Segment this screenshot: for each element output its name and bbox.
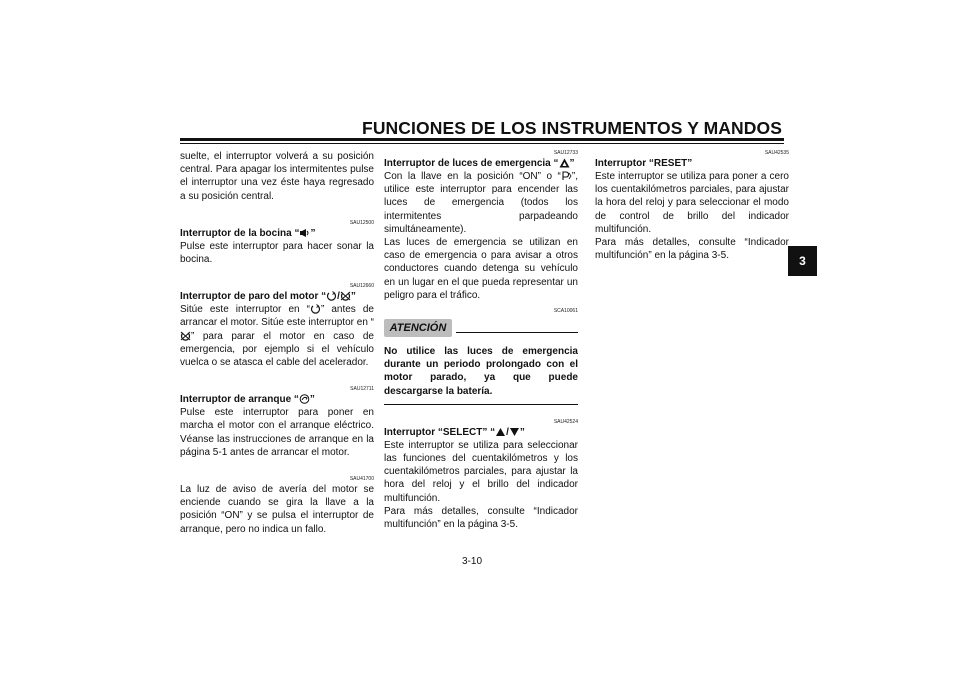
section-code: SAU41700	[349, 476, 374, 483]
page-title: FUNCIONES DE LOS INSTRUMENTOS Y MANDOS	[362, 118, 782, 138]
engine-stop-icon	[340, 291, 351, 301]
page-number: 3-10	[462, 556, 483, 567]
reset-switch-reference: Para más detalles, consulte “Indicador multifunción” en la página 3-5.	[595, 237, 789, 262]
start-switch-heading: Interruptor de arranque “ ”	[180, 394, 315, 406]
caution-end-rule	[384, 404, 578, 405]
section-code: SAU12711	[350, 386, 374, 393]
section-code: SAU42535	[764, 150, 789, 156]
hazard-usage-text: Las luces de emergencia se utilizan en caso de emergencia o para avisar a otros conductores cuando detenga su vehículo en un lugar en el que pueda representar un peligro para el tráfico.	[384, 237, 578, 301]
reset-switch-text: Este interruptor se utiliza para poner a cero los cuentakilómetros parciales, para ajustar la hora del reloj y para seleccionar el modo de control de brillo del indicador multifunción.	[595, 171, 789, 235]
up-triangle-icon	[495, 427, 506, 437]
reset-switch-heading: Interruptor “RESET”	[595, 158, 693, 169]
header-rule-thin	[180, 143, 784, 144]
header-rule-thick	[180, 138, 784, 141]
down-triangle-icon	[509, 427, 520, 437]
hazard-switch-text: Con la llave en la posición “ON” o “ ”, utilice este interruptor para encender las luces de emergencia (todos los intermitentes parpadeando simultáneamente).	[384, 171, 578, 235]
engine-run-icon	[310, 304, 321, 314]
select-switch-reference: Para más detalles, consulte “Indicador multifunción” en la página 3-5.	[384, 505, 578, 531]
caution-header	[384, 317, 578, 339]
column-2	[384, 150, 578, 531]
engine-stop-switch-text: Sitúe este interruptor en “ ” antes de arrancar el motor. Sitúe este interruptor en “ ” para parar el motor en caso de emergencia, por ejemplo si el vehículo vuelca o se atasca el cable del acelerador.	[180, 304, 374, 369]
chapter-tab: 3	[788, 246, 817, 276]
start-switch-text: Pulse este interruptor para poner en marcha el motor con el arranque eléctrico. Véanse las instrucciones de arranque en la página 5-1 antes de arrancar el motor.	[180, 407, 374, 458]
engine-stop-switch-heading: Interruptor de paro del motor “ / ”	[180, 291, 356, 303]
caution-text: No utilice las luces de emergencia durante un periodo prolongado con el motor parado, ya que puede descargarse la batería.	[384, 346, 578, 397]
column-3	[595, 150, 789, 262]
hazard-triangle-icon	[559, 158, 570, 168]
select-switch-heading: Interruptor “SELECT” “ / ”	[384, 426, 525, 438]
section-code: SAU12500	[349, 219, 374, 226]
section-code: SAU42524	[553, 418, 578, 425]
intro-paragraph: suelte, el interruptor volverá a su posición central. Para apagar los intermitentes pulse el interruptor una vez éste haya regresado a su posición central.	[180, 151, 374, 202]
hazard-switch-heading: Interruptor de luces de emergencia “ ”	[384, 158, 575, 169]
parking-icon	[561, 171, 572, 181]
horn-switch-heading: Interruptor de la bocina “ ”	[180, 227, 316, 239]
engine-stop-icon	[180, 331, 191, 341]
select-switch-text: Este interruptor se utiliza para seleccionar las funciones del cuentakilómetros y los cuentakilómetros parciales, para ajustar la hora del reloj y el brillo del indicador multifunción.	[384, 439, 578, 504]
column-1	[180, 150, 374, 536]
caution-rule	[456, 332, 578, 333]
horn-icon	[299, 228, 310, 238]
section-code: SAU12660	[349, 283, 374, 290]
section-code: SCA10061	[553, 308, 578, 315]
fault-light-text: La luz de aviso de avería del motor se enciende cuando se gira la llave a la posición “ON” y se pulsa el interruptor de arranque, pero no indica un fallo.	[180, 484, 374, 535]
engine-run-icon	[326, 291, 337, 301]
horn-switch-text: Pulse este interruptor para hacer sonar la bocina.	[180, 240, 374, 266]
caution-badge: ATENCIÓN	[384, 319, 452, 337]
start-icon	[299, 394, 310, 404]
section-code: SAU12733	[553, 150, 578, 156]
